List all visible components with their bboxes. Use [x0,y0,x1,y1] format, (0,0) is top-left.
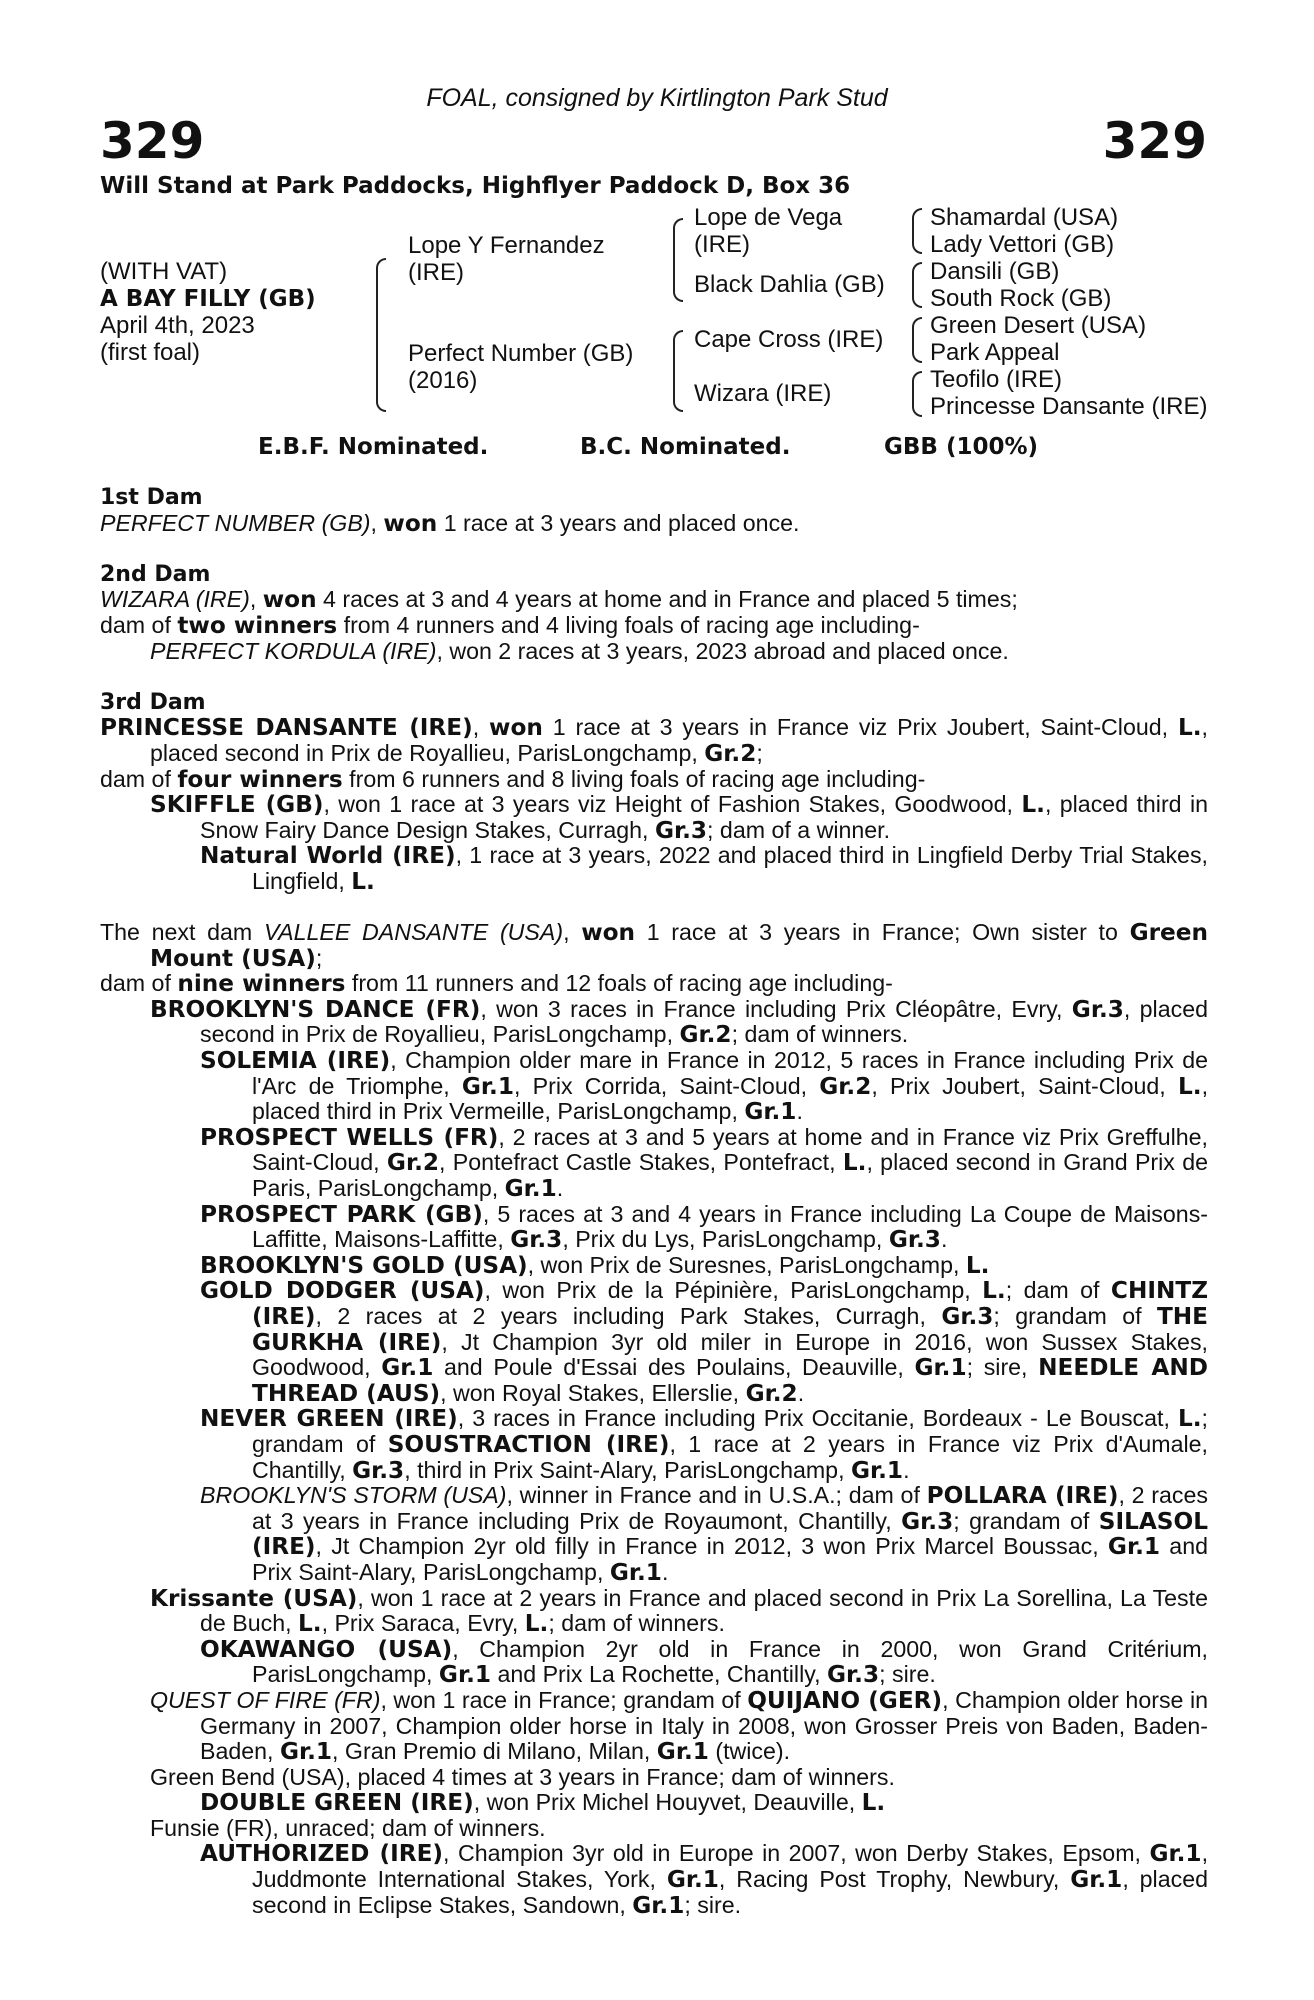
next-dam-damof [100,971,1208,997]
text-run: PRINCESSE DANSANTE (IRE) [100,714,473,742]
text-run: L. [965,1251,990,1279]
text-run: Gr.2 [704,739,757,767]
text-run: Gr.3 [510,1226,563,1254]
paragraph-gap [100,536,1208,562]
text-run: four winners [177,765,343,793]
text-run: ; grandam of [993,1303,1157,1329]
text-run: won [383,509,438,537]
text-run: , Champion older mare in France in 2012, 5 races in France including Prix de l'Arc de Triomphe, [252,1047,1209,1099]
entry-krissante [100,1586,1208,1637]
text-run: PROSPECT WELLS (FR) [200,1123,499,1151]
lot-number-left: 329 [100,112,205,170]
foal-note: (first foal) [100,339,201,366]
text-run: 1 race at 3 years and placed once. [437,509,800,536]
text-run: , won 1 race in France; grandam of [380,1686,748,1713]
text-run: 1 race at 3 years in France viz Prix Joubert, Saint-Cloud, [542,714,1178,741]
text-run: QUIJANO (GER) [747,1686,943,1714]
sire-country: (IRE) [408,259,464,286]
text-run: ; dam of [1005,1277,1111,1304]
paragraph-gap [100,664,1208,690]
ddd: Princesse Dansante (IRE) [930,393,1208,420]
text-run: , [563,919,582,946]
text-run: Krissante (USA) [150,1584,358,1612]
text-run: , Champion 3yr old in Europe in 2007, won Derby Stakes, Epsom, [443,1840,1150,1867]
text-run: L. [351,867,375,895]
dam3-heading: 3rd Dam [100,689,206,715]
text-run: , winner in France and in U.S.A.; dam of [506,1482,927,1509]
text-run: L. [297,1610,322,1638]
sss: Shamardal (USA) [930,204,1119,231]
text-run: , Champion 2yr old in France in 2000, won Grand Critérium, ParisLongchamp, [252,1635,1208,1688]
text-run: , 5 races at 3 and 4 years in France including La Coupe de Maisons-Laffitte, Maisons-Laffitte, [252,1200,1209,1253]
text-run: DOUBLE GREEN (IRE) [200,1789,474,1817]
text-run: . [903,1456,910,1483]
text-run: Gr.3 [826,1661,880,1689]
text-run: won [581,919,636,947]
text-run: PERFECT NUMBER (GB) [100,509,371,536]
dam3-text: PRINCESSE DANSANTE (IRE), won 1 race at 3 years in France viz Prix Joubert, Saint-Cloud, L., placed second in Prix de Royallieu, ParisLongchamp, Gr.2; [100,714,1208,767]
text-run: (twice). [708,1738,791,1765]
text-run: QUEST OF FIRE (FR) [150,1686,381,1713]
text-run: from 4 runners and 4 living foals of racing age including- [337,611,920,638]
dam-dam: Wizara (IRE) [694,380,832,407]
text-run: ; dam of winners. [731,1021,909,1048]
text-run: ; sire. [879,1661,936,1688]
text-run: , Gran Premio di Milano, Milan, [332,1738,657,1765]
entry-brooklyns-gold [100,1253,1208,1279]
entry-solemia [100,1048,1208,1125]
text-run: , won Royal Stakes, Ellerslie, [440,1379,746,1406]
text-run: Gr.2 [386,1149,440,1177]
sire-name: Lope Y Fernandez [408,232,605,259]
foal-dob: April 4th, 2023 [100,312,255,339]
dam1-heading: 1st Dam [100,485,203,510]
sire-dam: Black Dahlia (GB) [694,271,885,298]
sire-sire: Lope de Vega [694,204,843,231]
text-run: dam of [100,970,178,997]
text-run: Gr.2 [819,1072,872,1100]
text-run: ; sire, [966,1354,1039,1381]
text-run: Gr.3 [654,816,708,844]
entry-double-green [100,1790,1208,1816]
text-run: , Jt Champion 3yr old miler in Europe in 2016, won Sussex Stakes, Goodwood, [252,1328,1208,1381]
text-run: won [489,714,543,742]
text-run: Gr.3 [941,1303,994,1330]
dam2-text: WIZARA (IRE), won 4 races at 3 and 4 years at home and in France and placed 5 times; [100,586,1018,614]
text-run: , placed second in Prix de Royallieu, ParisLongchamp, [150,714,1208,766]
dam2-damof [100,613,1208,639]
text-run: L. [524,1610,549,1638]
dds: Teofilo (IRE) [930,366,1063,393]
text-run: ; dam of a winner. [707,816,891,843]
text-run: , won 3 races in France including Prix Cléopâtre, Evry, [480,995,1072,1022]
text-run: , Pontefract Castle Stakes, Pontefract, [439,1149,843,1176]
text-run: PERFECT KORDULA (IRE) [150,637,437,664]
brace-dd [912,371,922,417]
text-run: , won Prix de la Pépinière, ParisLongchamp, [484,1277,983,1304]
text-run: SOLEMIA (IRE) [200,1047,391,1075]
text-run: Gr.1 [381,1354,434,1382]
text-run: . [796,1098,803,1125]
text-run: , Prix Joubert, Saint-Cloud, [871,1072,1178,1099]
gbb-rating: GBB (100%) [884,434,1039,460]
text-run: Gr.2 [679,1021,732,1049]
entry-funsie: Funsie (FR), unraced; dam of winners. [150,1814,546,1841]
text-run: , Prix du Lys, ParisLongchamp, [562,1226,889,1253]
text-run: and Prix Saint-Alary, ParisLongchamp, [252,1533,1208,1585]
text-run: THE GURKHA (IRE) [252,1303,1208,1356]
text-run: won [262,586,317,614]
text-run: Gr.1 [1070,1866,1123,1894]
text-run: , 1 race at 3 years, 2022 and placed third in Lingfield Derby Trial Stakes, Lingfield, [252,842,1208,894]
catalogue-body [100,485,1208,1918]
text-run: , Prix Saraca, Evry, [321,1610,525,1637]
text-run: L. [1177,1405,1202,1433]
text-run: , won Prix de Suresnes, ParisLongchamp, [527,1251,966,1278]
text-run: , 3 races in France including Prix Occitanie, Bordeaux - Le Bouscat, [457,1405,1178,1432]
text-run: , 2 races at 2 years including Park Stakes, Curragh, [315,1303,942,1329]
text-run: , placed second in Grand Prix de Paris, ParisLongchamp, [252,1149,1208,1202]
foal-title: A BAY FILLY (GB) [100,286,316,312]
text-run: Gr.3 [901,1507,954,1535]
text-run: Gr.1 [666,1866,719,1894]
ebf-nomination: E.B.F. Nominated. [258,434,489,460]
text-run: POLLARA (IRE) [926,1482,1119,1510]
text-run: Gr.1 [504,1175,557,1203]
text-run: Gr.2 [745,1379,798,1407]
foal-vat: (WITH VAT) [100,258,228,285]
text-run: , won 1 race at 3 years viz Height of Fashion Stakes, Goodwood, [323,791,1022,818]
text-run: from 11 runners and 12 foals of racing age including- [345,970,893,997]
ssd: Lady Vettori (GB) [930,231,1115,258]
entry-brooklyns-storm [100,1483,1208,1585]
text-run: 4 races at 3 and 4 years at home and in France and placed 5 times; [316,586,1018,613]
text-run: AUTHORIZED (IRE) [200,1840,444,1868]
text-run: , Prix Corrida, Saint-Cloud, [513,1072,820,1099]
text-run: L. [1177,1072,1202,1100]
text-run: Gr.1 [914,1354,967,1382]
entry-prospect-park [100,1202,1208,1253]
brace-ss [912,208,922,254]
entry-authorized [100,1841,1208,1918]
text-run: L. [1021,791,1045,819]
text-run: Gr.1 [1107,1533,1161,1561]
text-run: VALLEE DANSANTE (USA) [263,919,564,946]
text-run: SKIFFLE (GB) [150,791,324,819]
brace-foal [376,258,386,412]
text-run: Gr.3 [888,1226,941,1254]
text-run: , won 2 races at 3 years, 2023 abroad and placed once. [436,637,1009,664]
text-run: . [940,1226,948,1253]
entry-gold-dodger [100,1278,1208,1406]
text-run: , 2 races at 3 and 5 years at home and in France viz Prix Greffulhe, Saint-Cloud, [252,1123,1208,1176]
text-run: Gr.3 [352,1456,405,1484]
text-run: PROSPECT PARK (GB) [200,1200,483,1228]
text-run: ; grandam of [953,1507,1099,1534]
text-run: Gr.1 [744,1098,797,1126]
entry-prospect-wells [100,1125,1208,1202]
text-run: , third in Prix Saint-Alary, ParisLongchamp, [404,1456,851,1483]
lot-number-right: 329 [1102,112,1207,170]
text-run: ; [756,739,763,766]
text-run: L. [982,1277,1006,1305]
text-run: 1 race at 3 years in France; Own sister to [635,919,1130,946]
text-run: Gr.1 [279,1738,333,1766]
dam-name: Perfect Number (GB) [408,340,634,367]
text-run: nine winners [177,970,346,998]
paragraph-gap [100,895,1208,921]
dss: Green Desert (USA) [930,312,1147,339]
brace-dam [673,330,683,412]
text-run: NEVER GREEN (IRE) [200,1405,458,1433]
text-run: Natural World (IRE) [200,842,456,870]
text-run: , placed second in Prix de Royallieu, ParisLongchamp, [200,995,1208,1048]
text-run: OKAWANGO (USA) [200,1635,453,1663]
text-run: L. [1177,714,1202,742]
sire-sire-country: (IRE) [694,231,750,258]
text-run: Gr.1 [609,1558,662,1586]
dam3-natural-world [100,843,1208,894]
text-run: BROOKLYN'S DANCE (FR) [150,995,481,1023]
entry-green-bend: Green Bend (USA), placed 4 times at 3 years in France; dam of winners. [150,1763,895,1790]
dam1-text: PERFECT NUMBER (GB), won 1 race at 3 years and placed once. [100,509,800,537]
text-run: , 1 race at 2 years in France viz Prix d'Aumale, Chantilly, [252,1430,1208,1483]
text-run: , won Prix Michel Houyvet, Deauville, [473,1789,862,1816]
text-run: Gr.1 [461,1072,514,1100]
next-dam-text [100,920,1208,971]
text-run: SOUSTRACTION (IRE) [387,1430,670,1458]
text-run: ; dam of winners. [548,1610,725,1637]
dam-sire: Cape Cross (IRE) [694,326,884,353]
text-run: . [556,1175,564,1202]
brace-sire [673,218,683,302]
text-run: , placed third in Snow Fairy Dance Design Stakes, Curragh, [200,791,1208,843]
text-run: SILASOL (IRE) [252,1507,1208,1561]
consignor-line: FOAL, consigned by Kirtlington Park Stud [426,84,888,112]
text-run: Gr.1 [438,1661,492,1689]
text-run: GOLD DODGER (USA) [200,1277,485,1305]
bc-nomination: B.C. Nominated. [580,434,791,460]
text-run: . [661,1558,669,1585]
text-run: , won 1 race at 2 years in France and placed second in Prix La Sorellina, La Teste de Buch, [200,1584,1208,1637]
text-run: Gr.1 [632,1891,685,1919]
sds: Dansili (GB) [930,258,1060,285]
text-run: , placed second in Eclipse Stakes, Sandown, [252,1866,1208,1918]
text-run: Green Mount (USA) [150,919,1208,972]
text-run: NEEDLE AND THREAD (AUS) [252,1354,1208,1407]
text-run: Gr.3 [1071,995,1124,1023]
text-run: and Prix La Rochette, Chantilly, [491,1661,827,1688]
stand-location: Will Stand at Park Paddocks, Highflyer Paddock D, Box 36 [100,173,851,199]
text-run: , Juddmonte International Stakes, York, [252,1840,1209,1893]
text-run: , 2 races at 3 years in France including Prix de Royaumont, Chantilly, [252,1482,1208,1534]
dam2-produce-1 [100,639,1208,665]
text-run: and Poule d'Essai des Poulains, Deauville, [433,1354,915,1381]
entry-brooklyns-dance [100,997,1208,1048]
text-run: Gr.1 [656,1738,709,1766]
brace-ds [912,317,922,363]
text-run: from 6 runners and 8 living foals of racing age including- [342,765,926,792]
text-run: WIZARA (IRE) [100,586,250,613]
entry-quest-of-fire [100,1688,1208,1765]
text-run: dam of [100,611,178,638]
text-run: dam of [100,765,178,792]
text-run: , placed third in Prix Vermeille, ParisLongchamp, [252,1072,1209,1125]
text-run: , Racing Post Trophy, Newbury, [718,1866,1071,1893]
text-run: ; sire. [684,1891,742,1918]
text-run: The next dam [100,919,264,946]
text-run: Gr.1 [1149,1840,1202,1868]
text-run: . [797,1379,805,1406]
text-run: ; [315,944,323,971]
entry-never-green [100,1406,1208,1483]
dsd: Park Appeal [930,339,1060,366]
dam2-heading: 2nd Dam [100,561,211,587]
text-run: two winners [177,611,338,639]
dam3-skiffle [100,792,1208,843]
text-run: CHINTZ (IRE) [252,1277,1209,1330]
entry-okawango [100,1637,1208,1688]
text-run: L. [861,1789,886,1817]
sdd: South Rock (GB) [930,285,1112,312]
text-run: Gr.1 [850,1456,904,1484]
dam3-damof [100,767,1208,793]
dam-year: (2016) [408,367,478,394]
text-run: , Champion older horse in Germany in 2007, Champion older horse in Italy in 2008, won Grosser Preis von Baden, Baden-Baden, [200,1686,1209,1765]
text-run: BROOKLYN'S GOLD (USA) [200,1251,528,1279]
text-run: BROOKLYN'S STORM (USA) [200,1482,507,1509]
brace-sd [912,262,922,308]
text-run: L. [842,1149,867,1177]
text-run: , Jt Champion 2yr old filly in France in 2012, 3 won Prix Marcel Boussac, [315,1533,1108,1560]
text-run: ; grandam of [252,1405,1208,1457]
